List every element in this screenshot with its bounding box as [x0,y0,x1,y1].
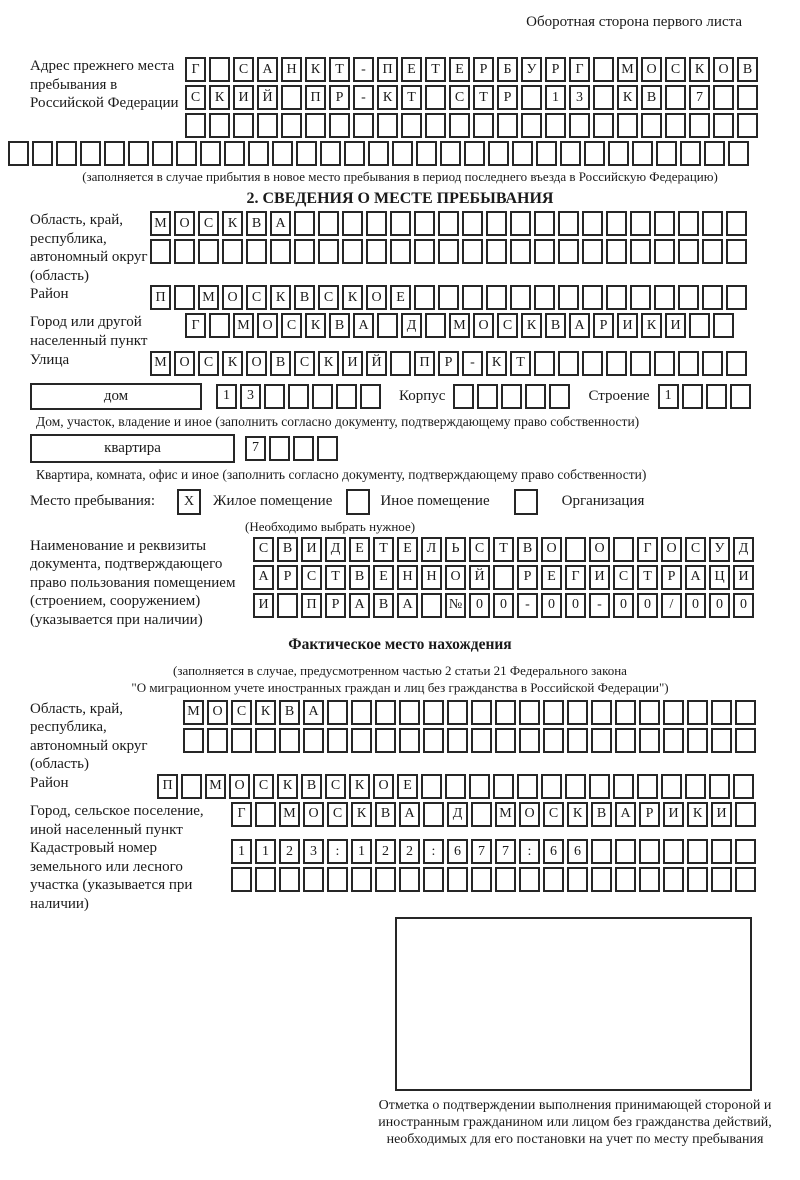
option-residential-label: Жилое помещение [213,493,333,510]
apartment-row [30,434,770,463]
region-row-1[interactable]: М О С К В А [150,211,747,236]
checkbox-residential[interactable]: X [177,489,201,515]
actual-district-row[interactable]: П М О С К В С К О Е [157,774,754,799]
actual-location-note-2: "О миграционном учете иностранных граждан и лиц без гражданства в Российской Федерации") [131,679,669,695]
apartment-note: Квартира, комната, офис и иное (заполнить согласно документу, подтверждающему право собственности) [36,466,647,482]
actual-district-label: Район [30,774,69,791]
actual-location-note-1: (заполняется в случае, предусмотренном частью 2 статьи 21 Федерального закона [173,662,627,678]
field-cadastre [30,839,770,913]
city-row[interactable]: Г М О С К В А Д М О С К В А Р И К И [185,313,734,338]
street-row[interactable]: М О С К О В С К И Й П Р - К Т [150,351,747,376]
cadastre-row-2[interactable] [231,867,756,892]
cadastre-label: Кадастровый номер земельного или лесного участка (указывается при наличии) [30,840,193,912]
prev-address-label: Адрес прежнего места пребывания в Российской Федерации [30,58,179,112]
apartment-number-boxes[interactable]: 7 [245,436,338,461]
stamp-caption: Отметка о подтверждении выполнения принимающей стороной и иностранным гражданином или лицом без гражданства действий, необходимых для его постановки на учет по месту пребывания [378,1098,772,1148]
house-number-boxes[interactable]: 1 3 [216,384,381,409]
district-label: Район [30,286,69,303]
checkbox-organization[interactable] [514,489,538,515]
doc-row-1[interactable]: С В И Д Е Т Е Л Ь С Т В О О Г О С У Д [253,537,754,562]
actual-region-row-2[interactable] [183,728,756,753]
actual-region-row-1[interactable]: М О С К В А [183,700,756,725]
prev-address-row-1[interactable]: Г С А Н К Т - П Е Т Е Р Б У Р Г М О С К О В [185,57,758,82]
cadastre-row-1[interactable]: 1 1 2 3 : 1 2 2 : 6 7 7 : 6 6 [231,839,756,864]
field-street [30,351,770,379]
actual-location-title: Фактическое место нахождения [288,635,512,653]
actual-city-label: Город, сельское поселение, иной населенный пункт [30,802,204,838]
stamp-area [395,917,752,1091]
stay-type-row [30,489,770,515]
region-row-2[interactable] [150,239,747,264]
prev-address-row-4[interactable] [8,141,770,166]
district-row[interactable]: П М О С К В С К О Е [150,285,747,310]
house-type-box[interactable]: дом [30,383,202,410]
prev-address-row-3[interactable] [185,113,758,138]
page-corner-note: Оборотная сторона первого листа [526,14,742,30]
stay-type-label: Место пребывания: [30,493,155,510]
korpus-label: Корпус [399,387,446,404]
city-label: Город или другой населенный пункт [30,314,148,349]
stay-type-note: (Необходимо выбрать нужное) [245,518,416,534]
field-actual-district [30,774,770,802]
field-region [30,211,770,285]
actual-city-row[interactable]: Г М О С К В А Д М О С К В А Р И К И [231,802,756,827]
checkbox-other-premises[interactable] [346,489,370,515]
section2-title: 2. СВЕДЕНИЯ О МЕСТЕ ПРЕБЫВАНИЯ [246,190,554,207]
field-actual-city [30,802,770,839]
region-label: Область, край, республика, автономный округ (область) [30,212,148,284]
ownership-doc-label: Наименование и реквизиты документа, подтверждающего право пользования помещением (строением, сооружением) (указывается при наличии) [30,537,236,628]
house-note: Дом, участок, владение и иное (заполнить согласно документу, подтверждающему право собственности) [36,413,640,429]
field-actual-region [30,700,770,774]
doc-row-3[interactable]: И П Р А В А № 0 0 - 0 0 - 0 0 / 0 0 0 [253,593,754,618]
option-other-premises-label: Иное помещение [380,493,490,510]
option-organization-label: Организация [561,493,645,510]
house-row [30,383,770,410]
prev-address-row-2[interactable]: С К И Й П Р - К Т С Т Р 1 3 К В 7 [185,85,758,110]
stroenie-boxes[interactable]: 1 [658,384,751,409]
field-district [30,285,770,313]
street-label: Улица [30,351,70,368]
actual-region-label: Область, край, республика, автономный округ (область) [30,700,148,773]
field-ownership-doc [30,537,770,630]
apartment-type-box[interactable]: квартира [30,434,235,463]
field-city [30,313,770,350]
doc-row-2[interactable]: А Р С Т В Е Н Н О Й Р Е Г И С Т Р А Ц И [253,565,754,590]
field-prev-address [30,57,770,141]
prev-address-note: (заполняется в случае прибытия в новое место пребывания в период последнего въезда в Российскую Федерацию) [82,169,718,184]
korpus-boxes[interactable] [453,384,570,409]
stroenie-label: Строение [588,387,650,404]
